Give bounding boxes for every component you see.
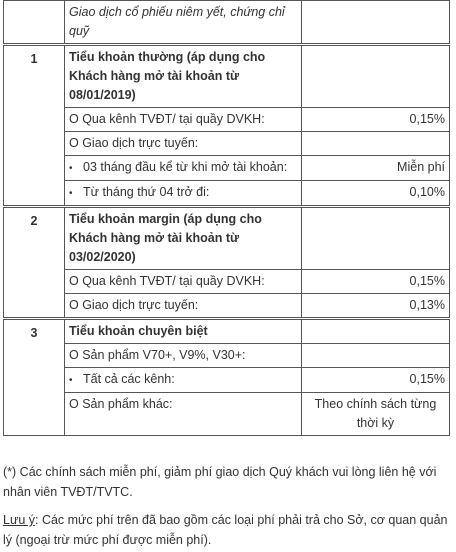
- row-label: O Sản phẩm khác:: [65, 393, 302, 436]
- value-cell: [302, 45, 450, 108]
- bullet-icon: [69, 158, 83, 178]
- table-row: [4, 368, 450, 393]
- bullet-icon: [69, 183, 83, 203]
- row-label: O Qua kênh TVĐT/ tại quầy DVKH:: [65, 270, 302, 294]
- table-row: [4, 207, 450, 270]
- row-label: O Qua kênh TVĐT/ tại quầy DVKH:: [65, 108, 302, 132]
- note-text: : Các mức phí trên đã bao gồm các loại phí phải trả cho Sở, cơ quan quản lý (ngoại trừ mức phí được miễn phí).: [3, 513, 448, 547]
- row-number: 3: [4, 319, 65, 436]
- footnote: (*) Các chính sách miễn phí, giảm phí giao dịch Quý khách vui lòng liên hệ với nhân viên TVĐT/TVTC.: [3, 465, 437, 499]
- row-number-cell: [4, 1, 65, 45]
- table-row: [4, 132, 450, 156]
- row-label: O Giao dịch trực tuyến:: [65, 132, 302, 156]
- table-row: [4, 319, 450, 344]
- table-row: [4, 45, 450, 108]
- note-paragraph: [3, 510, 449, 550]
- row-number: 2: [4, 207, 65, 319]
- table-row: [4, 156, 450, 181]
- row-label: O Giao dịch trực tuyến:: [65, 294, 302, 319]
- row-value: 0,10%: [302, 181, 450, 207]
- row-value: 0,15%: [302, 270, 450, 294]
- table-row: [4, 181, 450, 207]
- row-label: Tất cả các kênh:: [83, 372, 175, 386]
- row-value: 0,15%: [302, 108, 450, 132]
- row-value: Miễn phí: [302, 156, 450, 181]
- row-number: 1: [4, 45, 65, 207]
- fee-table: [3, 0, 450, 436]
- section-title: Tiểu khoản thường (áp dụng cho Khách hàng mở tài khoản từ 08/01/2019): [65, 45, 302, 108]
- row-label-bullet: [65, 156, 302, 181]
- note-label: Lưu ý: [3, 513, 35, 527]
- row-value: Theo chính sách từng thời kỳ: [302, 393, 450, 436]
- row-value: [302, 344, 450, 368]
- table-row: [4, 108, 450, 132]
- row-label: Từ tháng thứ 04 trở đi:: [83, 185, 210, 199]
- bullet-icon: [69, 370, 83, 390]
- row-value: 0,15%: [302, 368, 450, 393]
- table-row: [4, 393, 450, 436]
- row-value: [302, 132, 450, 156]
- value-cell: [302, 319, 450, 344]
- row-label: O Sản phẩm V70+, V9%, V30+:: [65, 344, 302, 368]
- row-label: 03 tháng đầu kể từ khi mở tài khoản:: [83, 160, 288, 174]
- table-row: [4, 344, 450, 368]
- table-row: [4, 1, 450, 45]
- value-cell: [302, 207, 450, 270]
- table-row: [4, 294, 450, 319]
- table-row: [4, 270, 450, 294]
- header-cell: Giao dịch cổ phiếu niêm yết, chứng chỉ quỹ: [65, 1, 302, 45]
- row-value: 0,13%: [302, 294, 450, 319]
- section-title: Tiểu khoản chuyên biệt: [65, 319, 302, 344]
- row-label-bullet: [65, 181, 302, 207]
- value-cell: [302, 1, 450, 45]
- row-label-bullet: [65, 368, 302, 393]
- section-title: Tiểu khoản margin (áp dụng cho Khách hàng mở tài khoản từ 03/02/2020): [65, 207, 302, 270]
